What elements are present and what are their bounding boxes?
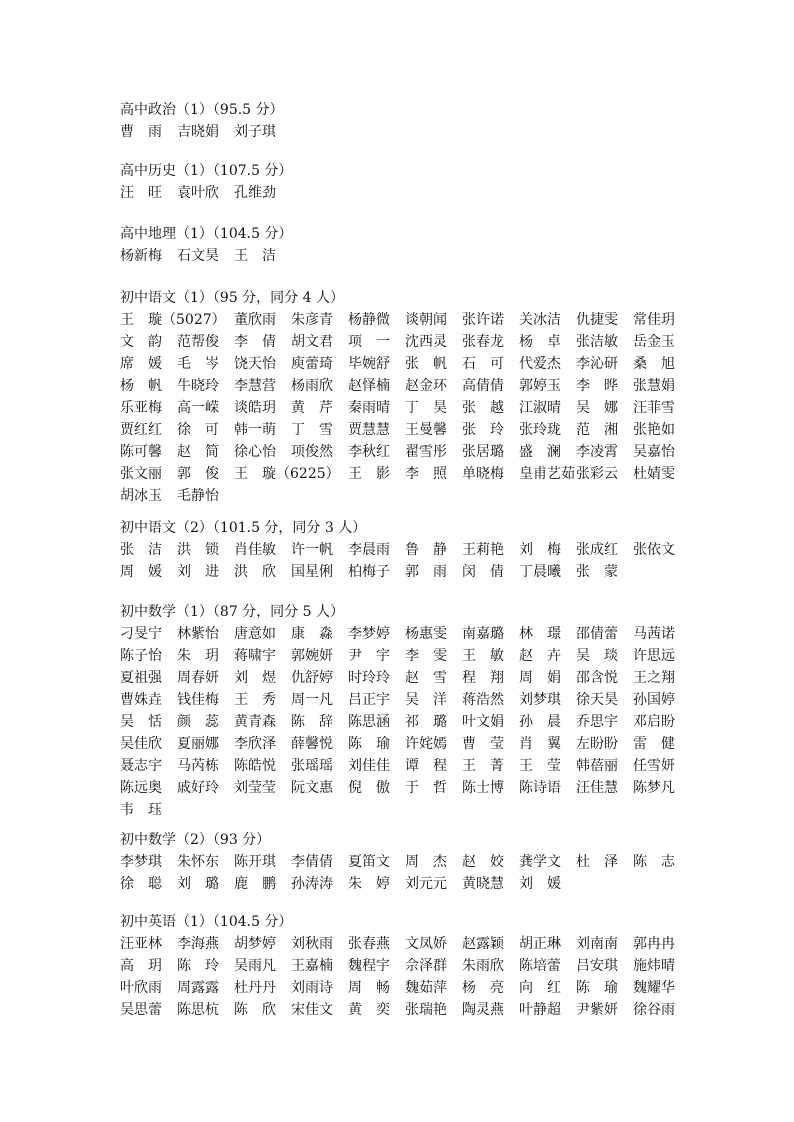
name-row: [120, 246, 680, 268]
student-name: 王 洁: [234, 248, 276, 264]
student-name: 赵怿楠: [348, 378, 390, 394]
student-name: 李海燕: [177, 936, 219, 952]
student-name: 仇捷雯: [576, 312, 618, 328]
name-row: [120, 398, 680, 420]
student-name: 徐谷雨: [633, 1002, 675, 1018]
student-name: 许思远: [633, 648, 675, 664]
student-name: 于 哲: [405, 780, 447, 796]
student-name: 左盼盼: [576, 736, 618, 752]
student-name: 陈 瑜: [576, 980, 618, 996]
student-name: 张瑶瑶: [291, 758, 333, 774]
student-name: 贾慧慧: [348, 422, 390, 438]
student-name: 谈皓玥: [234, 400, 276, 416]
student-name: 宋佳文: [291, 1002, 333, 1018]
student-name: 张 越: [462, 400, 504, 416]
student-name: 施炜晴: [633, 958, 675, 974]
student-name: 胡文君: [291, 334, 333, 350]
student-name: 王 璇（5027）: [120, 312, 226, 328]
name-row: [120, 332, 680, 354]
student-name: 洪 锁: [177, 542, 219, 558]
student-name: 吉晓娟: [177, 124, 219, 140]
student-name: 汪菲雪: [633, 400, 675, 416]
student-name: 汪佳慧: [576, 780, 618, 796]
student-name: 高一嵘: [177, 400, 219, 416]
student-name: 王 璇（6225）: [234, 466, 340, 482]
student-name: 邵倩蕾: [576, 626, 618, 642]
name-row: [120, 486, 680, 508]
student-name: 刘雨诗: [291, 980, 333, 996]
student-name: 蒋浩然: [462, 692, 504, 708]
section-heading: 高中历史（1）（107.5 分）: [120, 163, 293, 179]
student-name: 陈培蕾: [519, 958, 561, 974]
student-name: 王曼馨: [405, 422, 447, 438]
student-name: 吴佳欣: [120, 736, 162, 752]
student-name: 赵 卉: [519, 648, 561, 664]
student-name: 王 菁: [462, 758, 504, 774]
student-name: 程 翔: [462, 670, 504, 686]
student-name: 陈 玲: [177, 958, 219, 974]
name-row: [120, 956, 680, 978]
student-name: 夏祖强: [120, 670, 162, 686]
student-name: 杨静微: [348, 312, 390, 328]
student-name: 张洁敏: [576, 334, 618, 350]
student-name: 刘 进: [177, 564, 219, 580]
student-name: 赵 简: [177, 444, 219, 460]
student-name: 李秋红: [348, 444, 390, 460]
name-row: [120, 690, 680, 712]
student-name: 庾蕾琦: [291, 356, 333, 372]
student-name: 周一凡: [291, 692, 333, 708]
student-name: 张彩云: [576, 466, 618, 482]
name-row: [120, 464, 680, 486]
student-name: 叶静超: [519, 1002, 561, 1018]
student-name: 杜婧雯: [633, 466, 675, 482]
student-name: 刘 璐: [177, 876, 219, 892]
student-name: 常佳玥: [633, 312, 675, 328]
student-name: 吴嘉怡: [633, 444, 675, 460]
student-name: 王 影: [348, 466, 390, 482]
student-name: 邵含悦: [576, 670, 618, 686]
student-name: 龚学文: [519, 854, 561, 870]
section-heading: 初中语文（1）（95 分，同分 4 人）: [120, 290, 344, 306]
student-name: 石 可: [462, 356, 504, 372]
name-row: [120, 800, 680, 822]
student-name: 倪 傲: [348, 780, 390, 796]
student-name: 鲁 静: [405, 542, 447, 558]
student-name: 贾红红: [120, 422, 162, 438]
student-name: 王 秀: [234, 692, 276, 708]
student-name: 赵 雪: [405, 670, 447, 686]
section-heading: 初中数学（1）（87 分，同分 5 人）: [120, 604, 344, 620]
name-row: [120, 540, 680, 562]
student-name: 张 玲: [462, 422, 504, 438]
student-name: 刘秋雨: [291, 936, 333, 952]
student-name: 杜丹丹: [234, 980, 276, 996]
student-name: 杨新梅: [120, 248, 162, 264]
student-name: 范帮俊: [177, 334, 219, 350]
student-name: 王 敏: [462, 648, 504, 664]
student-name: 陈 瑜: [348, 736, 390, 752]
student-name: 张瑞艳: [405, 1002, 447, 1018]
student-name: 杨雨欣: [291, 378, 333, 394]
student-name: 饶天怡: [234, 356, 276, 372]
name-row: [120, 978, 680, 1000]
student-name: 颜 蕊: [177, 714, 219, 730]
student-name: 王莉艳: [462, 542, 504, 558]
student-name: 代爱杰: [519, 356, 561, 372]
student-name: 洪 欣: [234, 564, 276, 580]
student-name: 王嘉楠: [291, 958, 333, 974]
student-name: 向 红: [519, 980, 561, 996]
name-row: [120, 624, 680, 646]
student-name: 周 娟: [519, 670, 561, 686]
student-name: 陈 志: [633, 854, 675, 870]
student-name: 周 畅: [348, 980, 390, 996]
name-row: [120, 646, 680, 668]
name-row: [120, 310, 680, 332]
student-name: 周春妍: [177, 670, 219, 686]
student-name: 朱彦青: [291, 312, 333, 328]
student-name: 刘佳佳: [348, 758, 390, 774]
student-name: 徐 聪: [120, 876, 162, 892]
student-name: 毛 岑: [177, 356, 219, 372]
student-name: 孙 晨: [519, 714, 561, 730]
student-name: 戚好玲: [177, 780, 219, 796]
student-name: 陈皓悦: [234, 758, 276, 774]
name-row: [120, 122, 680, 144]
student-name: 范 湘: [576, 422, 618, 438]
student-name: 沈西灵: [405, 334, 447, 350]
section-heading: 高中政治（1）（95.5 分）: [120, 102, 284, 118]
student-name: 曹姝垚: [120, 692, 162, 708]
student-name: 关冰洁: [519, 312, 561, 328]
student-name: 郭 雨: [405, 564, 447, 580]
student-name: 陈思涵: [348, 714, 390, 730]
student-name: 刘 煜: [234, 670, 276, 686]
student-name: 肖 翼: [519, 736, 561, 752]
student-name: 谈朝闻: [405, 312, 447, 328]
student-name: 石文昊: [177, 248, 219, 264]
name-row: [120, 1000, 680, 1022]
student-name: 李倩倩: [291, 854, 333, 870]
student-name: 林紫怡: [177, 626, 219, 642]
student-name: 黄晓慧: [462, 876, 504, 892]
student-name: 周露露: [177, 980, 219, 996]
student-name: 聂志宇: [120, 758, 162, 774]
student-name: 陶灵燕: [462, 1002, 504, 1018]
student-name: 吴雨凡: [234, 958, 276, 974]
section-heading: 初中英语（1）（104.5 分）: [120, 914, 293, 930]
student-name: 李欣泽: [234, 736, 276, 752]
student-name: 鹿 鹏: [234, 876, 276, 892]
student-name: 杨 帆: [120, 378, 162, 394]
student-name: 秦雨晴: [348, 400, 390, 416]
student-name: 叶文娟: [462, 714, 504, 730]
student-name: 文 韵: [120, 334, 162, 350]
name-row: [120, 420, 680, 442]
student-name: 李慧营: [234, 378, 276, 394]
student-name: 王之翔: [633, 670, 675, 686]
student-name: 刘南南: [576, 936, 618, 952]
student-name: 陈子怡: [120, 648, 162, 664]
student-name: 尹 宇: [348, 648, 390, 664]
student-name: 乔思宇: [576, 714, 618, 730]
name-row: [120, 354, 680, 376]
student-name: 朱 婷: [348, 876, 390, 892]
name-row: [120, 934, 680, 956]
student-name: 刘莹莹: [234, 780, 276, 796]
student-name: 吴思蕾: [120, 1002, 162, 1018]
name-row: [120, 852, 680, 874]
student-name: 孙国婷: [633, 692, 675, 708]
student-name: 阮文惠: [291, 780, 333, 796]
name-row: [120, 668, 680, 690]
student-name: 毛静怡: [177, 488, 219, 504]
name-row: [120, 778, 680, 800]
student-name: 仇舒婷: [291, 670, 333, 686]
student-name: 张依文: [633, 542, 675, 558]
section-heading: 高中地理（1）（104.5 分）: [120, 226, 293, 242]
student-name: 刘 梅: [519, 542, 561, 558]
student-name: 韦 珏: [120, 802, 162, 818]
student-name: 韩蓓丽: [576, 758, 618, 774]
student-name: 桑 旭: [633, 356, 675, 372]
student-name: 黄 芹: [291, 400, 333, 416]
student-name: 董欣雨: [234, 312, 276, 328]
student-name: 张 蒙: [576, 564, 618, 580]
student-name: 郭婷玉: [519, 378, 561, 394]
student-name: 南嘉璐: [462, 626, 504, 642]
student-name: 张艳如: [633, 422, 675, 438]
student-name: 尹紫妍: [576, 1002, 618, 1018]
student-name: 郭冉冉: [633, 936, 675, 952]
student-name: 许姹嫣: [405, 736, 447, 752]
student-name: 吴 恬: [120, 714, 162, 730]
student-name: 郭婉妍: [291, 648, 333, 664]
student-name: 胡梦婷: [234, 936, 276, 952]
student-name: 时玲玲: [348, 670, 390, 686]
student-name: 刘子琪: [234, 124, 276, 140]
student-name: 李沁研: [576, 356, 618, 372]
student-name: 李晨雨: [348, 542, 390, 558]
student-name: 许一帆: [291, 542, 333, 558]
student-name: 项俊然: [291, 444, 333, 460]
student-name: 朱怀东: [177, 854, 219, 870]
student-name: 汪 旺: [120, 185, 162, 201]
student-name: 林 璟: [519, 626, 561, 642]
student-name: 钱佳梅: [177, 692, 219, 708]
student-name: 丁 雪: [291, 422, 333, 438]
student-name: 刘梦琪: [519, 692, 561, 708]
student-name: 陈思杭: [177, 1002, 219, 1018]
section-heading: 初中数学（2）（93 分）: [120, 832, 271, 848]
student-name: 周 媛: [120, 564, 162, 580]
student-name: 徐 可: [177, 422, 219, 438]
student-name: 张文丽: [120, 466, 162, 482]
student-name: 汪亚林: [120, 936, 162, 952]
student-name: 王 莹: [519, 758, 561, 774]
student-name: 邓启盼: [633, 714, 675, 730]
section-heading: 初中语文（2）（101.5 分，同分 3 人）: [120, 520, 367, 536]
student-name: 马茜诺: [633, 626, 675, 642]
student-name: 陈诗语: [519, 780, 561, 796]
student-name: 吕安琪: [576, 958, 618, 974]
student-name: 陈 辞: [291, 714, 333, 730]
student-name: 佘泽群: [405, 958, 447, 974]
student-name: 魏耀华: [633, 980, 675, 996]
name-row: [120, 734, 680, 756]
student-name: 盛 澜: [519, 444, 561, 460]
name-row: [120, 183, 680, 205]
name-row: [120, 874, 680, 896]
student-name: 杨惠雯: [405, 626, 447, 642]
student-name: 项 一: [348, 334, 390, 350]
student-name: 李梦婷: [348, 626, 390, 642]
student-name: 徐心怡: [234, 444, 276, 460]
student-name: 马芮栋: [177, 758, 219, 774]
student-name: 袁叶欣: [177, 185, 219, 201]
student-name: 谭 程: [405, 758, 447, 774]
student-name: 祁 璐: [405, 714, 447, 730]
student-name: 丁晨曦: [519, 564, 561, 580]
student-name: 赵金环: [405, 378, 447, 394]
student-name: 赵露颖: [462, 936, 504, 952]
student-name: 李 照: [405, 466, 447, 482]
student-name: 肖佳敏: [234, 542, 276, 558]
student-name: 朱 玥: [177, 648, 219, 664]
student-name: 张居璐: [462, 444, 504, 460]
student-name: 蒋啸宇: [234, 648, 276, 664]
student-name: 徐天昊: [576, 692, 618, 708]
student-name: 张 帆: [405, 356, 447, 372]
student-name: 张春燕: [348, 936, 390, 952]
student-name: 胡正琳: [519, 936, 561, 952]
student-name: 杜 泽: [576, 854, 618, 870]
student-name: 郭 俊: [177, 466, 219, 482]
student-name: 高 玥: [120, 958, 162, 974]
student-name: 薛馨悦: [291, 736, 333, 752]
student-name: 李 雯: [405, 648, 447, 664]
student-name: 李梦琪: [120, 854, 162, 870]
student-name: 单晓梅: [462, 466, 504, 482]
student-name: 张春龙: [462, 334, 504, 350]
student-name: 吴 琰: [576, 648, 618, 664]
student-name: 李 晔: [576, 378, 618, 394]
student-name: 乐亚梅: [120, 400, 162, 416]
student-name: 张玲珑: [519, 422, 561, 438]
student-name: 毕婉舒: [348, 356, 390, 372]
student-name: 叶欣雨: [120, 980, 162, 996]
name-row: [120, 712, 680, 734]
student-name: 丁 昊: [405, 400, 447, 416]
student-name: 任雪妍: [633, 758, 675, 774]
student-name: 朱雨欣: [462, 958, 504, 974]
student-name: 陈远奥: [120, 780, 162, 796]
student-name: 国星俐: [291, 564, 333, 580]
student-name: 陈梦凡: [633, 780, 675, 796]
student-name: 岳金玉: [633, 334, 675, 350]
name-row: [120, 442, 680, 464]
student-name: 刘 媛: [519, 876, 561, 892]
student-name: 陈开琪: [234, 854, 276, 870]
student-name: 江淑晴: [519, 400, 561, 416]
student-name: 黄青森: [234, 714, 276, 730]
student-name: 高倩倩: [462, 378, 504, 394]
student-name: 黄 奕: [348, 1002, 390, 1018]
student-name: 康 淼: [291, 626, 333, 642]
student-name: 刘元元: [405, 876, 447, 892]
student-name: 吴 娜: [576, 400, 618, 416]
student-name: 赵 姣: [462, 854, 504, 870]
student-name: 陈可馨: [120, 444, 162, 460]
student-name: 雷 健: [633, 736, 675, 752]
name-row: [120, 756, 680, 778]
student-name: 刁旻宁: [120, 626, 162, 642]
student-name: 周 杰: [405, 854, 447, 870]
student-name: 孔维劲: [234, 185, 276, 201]
student-name: 皇甫艺茹: [519, 466, 575, 482]
student-name: 曹 莹: [462, 736, 504, 752]
student-name: 杨 卓: [519, 334, 561, 350]
student-name: 陈 欣: [234, 1002, 276, 1018]
student-name: 张慧娟: [633, 378, 675, 394]
student-name: 夏笛文: [348, 854, 390, 870]
student-name: 夏丽娜: [177, 736, 219, 752]
student-name: 吕正宇: [348, 692, 390, 708]
student-name: 柏梅子: [348, 564, 390, 580]
student-name: 张许诺: [462, 312, 504, 328]
student-name: 牛晓玲: [177, 378, 219, 394]
student-name: 席 媛: [120, 356, 162, 372]
student-name: 魏程宇: [348, 958, 390, 974]
student-name: 陈士博: [462, 780, 504, 796]
student-name: 李凌霄: [576, 444, 618, 460]
student-name: 胡冰玉: [120, 488, 162, 504]
student-name: 孙涛涛: [291, 876, 333, 892]
student-name: 吴 洋: [405, 692, 447, 708]
student-name: 魏茹萍: [405, 980, 447, 996]
student-name: 韩一萌: [234, 422, 276, 438]
student-name: 李 倩: [234, 334, 276, 350]
student-name: 张成红: [576, 542, 618, 558]
student-name: 曹 雨: [120, 124, 162, 140]
name-row: [120, 376, 680, 398]
student-name: 翟雪彤: [405, 444, 447, 460]
student-name: 张 洁: [120, 542, 162, 558]
student-name: 文凤娇: [405, 936, 447, 952]
name-row: [120, 562, 680, 584]
student-name: 杨 亮: [462, 980, 504, 996]
student-name: 闵 倩: [462, 564, 504, 580]
student-name: 唐意如: [234, 626, 276, 642]
